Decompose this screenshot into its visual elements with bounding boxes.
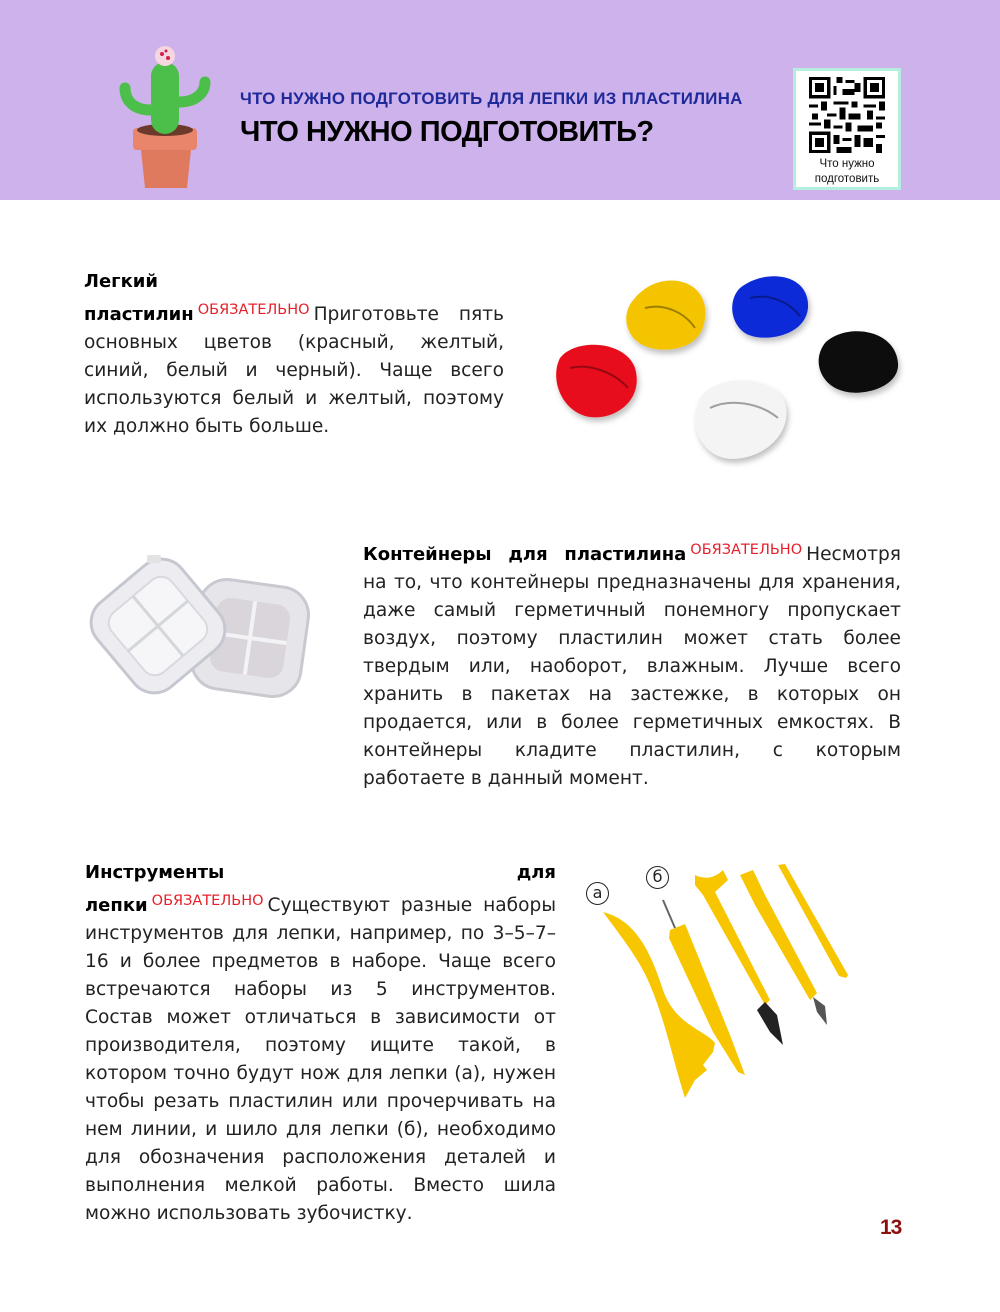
section-heading: Легкий пластилин xyxy=(84,271,194,325)
section-tools xyxy=(85,859,556,1228)
section-heading: Контейнеры для пластилина xyxy=(363,544,687,565)
page-number: 13 xyxy=(880,1216,902,1239)
tool-label-a: а xyxy=(586,882,609,905)
required-badge: ОБЯЗАТЕЛЬНО xyxy=(690,542,803,558)
sculpting-tools-image xyxy=(595,860,915,1110)
section-light-plasticine xyxy=(84,268,504,441)
section-text: Существуют разные наборы инструментов для лепки, например, по 3–5–7–16 и более предметов в наборе. Чаще всего встречаются наборы из 5 инструментов. Состав может отличаться в зависимости от производителя, поэтому ищите такой, в котором точно будут нож для лепки (а), нужен чтобы резать пластилин или прочерчивать на нем линии, и шило для лепки (б), необходимо для обозначения расположения деталей и выполнения мелкой работы. Вместо шила можно использовать зубочистку. xyxy=(85,895,556,1224)
section-containers xyxy=(363,536,901,793)
required-badge: ОБЯЗАТЕЛЬНО xyxy=(197,302,310,318)
qr-caption xyxy=(796,157,898,187)
section-heading: Инструменты для лепки xyxy=(85,862,556,916)
chapter-title: ЧТО НУЖНО ПОДГОТОВИТЬ? xyxy=(240,116,654,148)
section-text: Несмотря на то, что контейнеры предназначены для хранения, даже самый герметичный понемногу пропускает воздух, поэтому пластилин может стать более твердым или, наоборот, влажным. Лучше всего хранить в пакетах на застежке, в которых он продается, или в более герметичных емкостях. В контейнеры кладите пластилин, с которым работаете в данный момент. xyxy=(363,544,901,789)
plasticine-colors-image xyxy=(550,268,910,468)
qr-code-icon xyxy=(809,77,885,153)
required-badge: ОБЯЗАТЕЛЬНО xyxy=(151,893,264,909)
chapter-header xyxy=(0,0,1000,200)
qr-code-card[interactable] xyxy=(793,68,901,190)
qr-caption-line: подготовить xyxy=(814,173,880,185)
containers-image xyxy=(85,553,315,713)
qr-caption-line: Что нужно xyxy=(819,158,875,170)
section-text: Приготовьте пять основных цветов (красный, желтый, синий, белый и черный). Чаще всего используются белый и желтый, поэтому их должно быть больше. xyxy=(84,304,504,437)
chapter-subtitle: ЧТО НУЖНО ПОДГОТОВИТЬ ДЛЯ ЛЕПКИ ИЗ ПЛАСТИЛИНА xyxy=(240,90,743,108)
tool-label-b: б xyxy=(646,866,669,889)
cactus-illustration xyxy=(115,40,215,190)
